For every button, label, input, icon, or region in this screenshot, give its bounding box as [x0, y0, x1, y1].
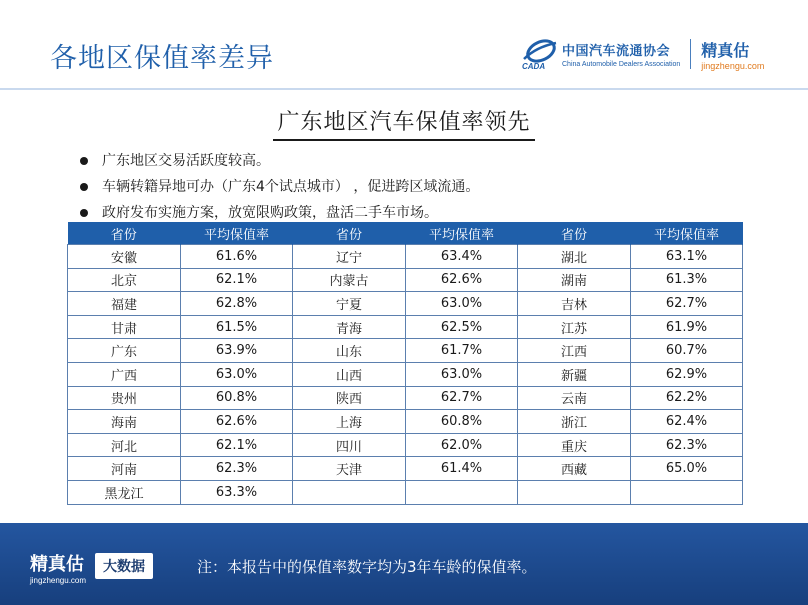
retention-rate-table — [67, 222, 743, 505]
province-cell: 江苏 — [518, 315, 631, 339]
rate-cell: 62.0% — [406, 433, 518, 457]
bullet-dot-icon — [80, 183, 88, 191]
rate-cell: 61.9% — [631, 315, 743, 339]
province-cell: 上海 — [293, 410, 406, 434]
province-cell: 山西 — [293, 362, 406, 386]
cada-name — [562, 40, 680, 68]
column-header: 省份 — [68, 222, 181, 245]
table-row — [68, 339, 743, 363]
rate-cell: 63.0% — [181, 362, 293, 386]
rate-cell: 63.1% — [631, 245, 743, 269]
org-name-cn: 中国汽车流通协会 — [562, 44, 671, 59]
brand-logo — [701, 38, 764, 71]
rate-cell: 63.4% — [406, 245, 518, 269]
rate-cell: 62.9% — [631, 362, 743, 386]
bullet-dot-icon — [80, 157, 88, 165]
bullet-item — [76, 174, 479, 200]
rate-cell: 62.6% — [181, 410, 293, 434]
province-cell: 湖北 — [518, 245, 631, 269]
rate-cell — [631, 480, 743, 504]
bullet-text: 政府发布实施方案，放宽限购政策，盘活二手车市场。 — [102, 205, 438, 221]
header-divider — [0, 88, 808, 90]
footer-note: 注：本报告中的保值率数字均为3年车龄的保值率。 — [197, 558, 537, 576]
province-cell: 贵州 — [68, 386, 181, 410]
rate-cell: 62.6% — [406, 268, 518, 292]
province-cell: 江西 — [518, 339, 631, 363]
rate-cell: 62.1% — [181, 268, 293, 292]
table-row — [68, 268, 743, 292]
province-cell: 北京 — [68, 268, 181, 292]
rate-cell: 62.3% — [181, 457, 293, 481]
province-cell — [293, 480, 406, 504]
rate-cell: 61.3% — [631, 268, 743, 292]
province-cell: 河北 — [68, 433, 181, 457]
footer-brand-name: 精真估 — [30, 554, 84, 575]
province-cell: 天津 — [293, 457, 406, 481]
table-row — [68, 433, 743, 457]
province-cell: 安徽 — [68, 245, 181, 269]
province-cell: 黑龙江 — [68, 480, 181, 504]
brand-url: jingzhengu.com — [701, 60, 765, 71]
header-logos — [520, 34, 764, 74]
rate-cell: 62.7% — [406, 386, 518, 410]
rate-cell — [406, 480, 518, 504]
bullet-item — [76, 148, 479, 174]
bigdata-tag: 大数据 — [95, 553, 153, 579]
province-cell: 广东 — [68, 339, 181, 363]
table-row — [68, 480, 743, 504]
rate-cell: 61.7% — [406, 339, 518, 363]
bullet-dot-icon — [80, 209, 88, 217]
bullet-text: 车辆转籍异地可办（广东4个试点城市） ，促进跨区域流通。 — [102, 179, 480, 195]
province-cell: 内蒙古 — [293, 268, 406, 292]
section-heading-wrap — [0, 105, 808, 141]
rate-cell: 61.6% — [181, 245, 293, 269]
rate-cell: 65.0% — [631, 457, 743, 481]
rate-cell: 62.8% — [181, 292, 293, 316]
table-row — [68, 410, 743, 434]
bullet-text: 广东地区交易活跃度较高。 — [102, 153, 270, 169]
page-title: 各地区保值率差异 — [50, 43, 274, 74]
footer-brand-url: jingzhengu.com — [30, 576, 87, 585]
rate-cell: 62.1% — [181, 433, 293, 457]
logo-divider — [690, 39, 691, 69]
table-row — [68, 245, 743, 269]
org-name-en: China Automobile Dealers Association — [562, 61, 681, 68]
province-cell: 广西 — [68, 362, 181, 386]
column-header: 平均保值率 — [181, 222, 293, 245]
province-cell: 海南 — [68, 410, 181, 434]
column-header: 平均保值率 — [406, 222, 518, 245]
table-body — [68, 245, 743, 505]
table-header-row — [68, 222, 743, 245]
rate-cell: 60.8% — [406, 410, 518, 434]
rate-cell: 63.3% — [181, 480, 293, 504]
province-cell: 山东 — [293, 339, 406, 363]
table-row — [68, 362, 743, 386]
province-cell: 青海 — [293, 315, 406, 339]
province-cell: 湖南 — [518, 268, 631, 292]
rate-cell: 62.5% — [406, 315, 518, 339]
table-row — [68, 386, 743, 410]
column-header: 平均保值率 — [631, 222, 743, 245]
province-cell: 河南 — [68, 457, 181, 481]
rate-cell: 63.0% — [406, 292, 518, 316]
province-cell: 重庆 — [518, 433, 631, 457]
rate-cell: 62.2% — [631, 386, 743, 410]
table-row — [68, 292, 743, 316]
rate-cell: 63.0% — [406, 362, 518, 386]
rate-cell: 61.4% — [406, 457, 518, 481]
rate-cell: 61.5% — [181, 315, 293, 339]
brand-name: 精真估 — [701, 40, 750, 60]
rate-cell: 60.8% — [181, 386, 293, 410]
column-header: 省份 — [518, 222, 631, 245]
column-header: 省份 — [293, 222, 406, 245]
table-row — [68, 457, 743, 481]
footer-logo — [30, 550, 86, 585]
province-cell: 浙江 — [518, 410, 631, 434]
province-cell: 云南 — [518, 386, 631, 410]
rate-cell: 63.9% — [181, 339, 293, 363]
rate-cell: 62.7% — [631, 292, 743, 316]
bullet-list — [76, 148, 479, 226]
province-cell: 福建 — [68, 292, 181, 316]
province-cell: 甘肃 — [68, 315, 181, 339]
province-cell: 西藏 — [518, 457, 631, 481]
province-cell — [518, 480, 631, 504]
cada-mark-text: CADA — [522, 62, 546, 71]
rate-cell: 62.3% — [631, 433, 743, 457]
province-cell: 新疆 — [518, 362, 631, 386]
province-cell: 四川 — [293, 433, 406, 457]
cada-logo-icon — [520, 37, 558, 71]
province-cell: 宁夏 — [293, 292, 406, 316]
section-heading: 广东地区汽车保值率领先 — [273, 105, 534, 141]
table-row — [68, 315, 743, 339]
province-cell: 陕西 — [293, 386, 406, 410]
rate-cell: 62.4% — [631, 410, 743, 434]
province-cell: 辽宁 — [293, 245, 406, 269]
rate-cell: 60.7% — [631, 339, 743, 363]
province-cell: 吉林 — [518, 292, 631, 316]
